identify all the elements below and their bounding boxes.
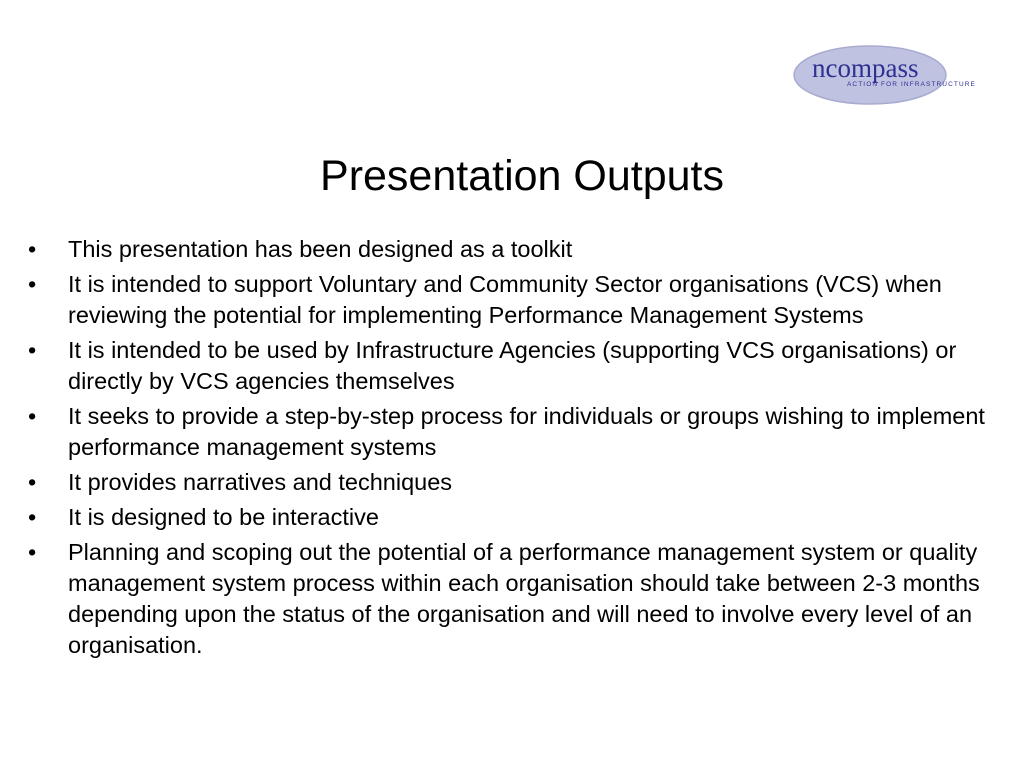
bullet-marker: •	[28, 271, 37, 297]
bullet-item	[28, 467, 1018, 498]
logo-wordmark: ncompass	[812, 53, 919, 83]
bullet-item	[28, 269, 1018, 331]
bullet-text: It is intended to support Voluntary and Community Sector organisations (VCS) when reviewing the potential for implementing Performance Management Systems	[68, 271, 942, 328]
ncompass-logo	[790, 40, 980, 110]
bullet-marker: •	[28, 469, 37, 495]
slide-title: Presentation Outputs	[320, 152, 724, 200]
bullet-text: This presentation has been designed as a toolkit	[68, 236, 573, 262]
bullet-item	[28, 234, 1018, 265]
bullet-text: It provides narratives and techniques	[68, 469, 453, 495]
ncompass-logo-graphic	[790, 40, 980, 110]
bullet-item	[28, 401, 1018, 463]
bullet-item	[28, 335, 1018, 397]
bullet-text: Planning and scoping out the potential of a performance management system or quality management system process within each organisation should take between 2-3 months depending upon the status of the organisation and will need to involve every level of an organisation.	[68, 539, 980, 658]
bullet-text: It seeks to provide a step-by-step process for individuals or groups wishing to implement performance management systems	[68, 403, 985, 460]
bullet-marker: •	[28, 539, 37, 565]
bullet-marker: •	[28, 403, 37, 429]
logo-tagline: ACTION FOR INFRASTRUCTURE	[847, 81, 976, 88]
bullet-item	[28, 502, 1018, 533]
bullet-marker: •	[28, 236, 37, 262]
bullet-text: It is intended to be used by Infrastructure Agencies (supporting VCS organisations) or directly by VCS agencies themselves	[68, 337, 957, 394]
bullet-marker: •	[28, 337, 37, 363]
bullet-list	[28, 234, 1018, 665]
bullet-marker: •	[28, 504, 37, 530]
bullet-item	[28, 537, 1018, 661]
bullet-text: It is designed to be interactive	[68, 504, 379, 530]
